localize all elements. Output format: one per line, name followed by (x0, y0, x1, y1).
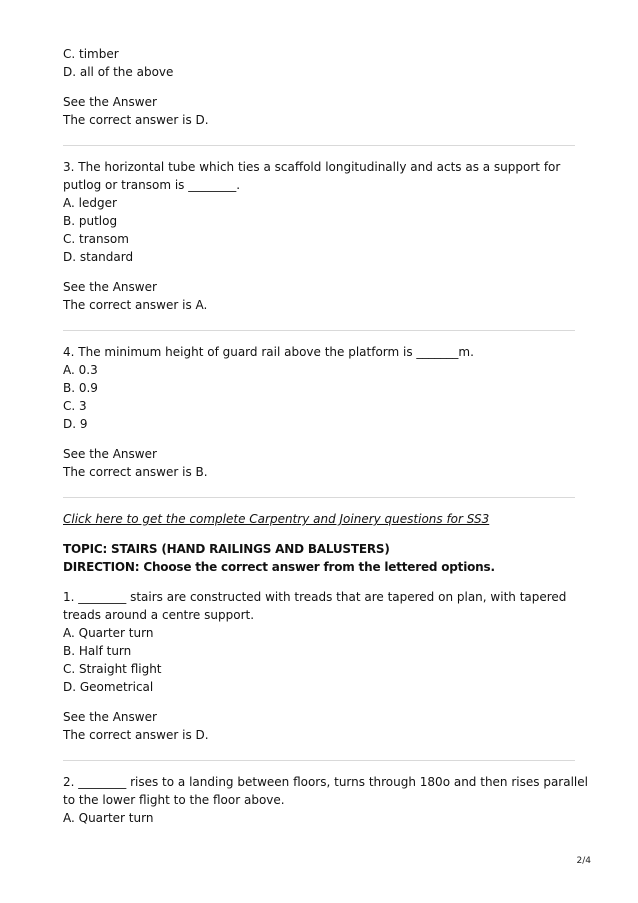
divider (63, 330, 575, 331)
see-answer-toggle[interactable]: See the Answer (63, 710, 157, 724)
question-stem: 4. The minimum height of guard rail above the platform is _______m. (63, 345, 474, 359)
question-stem-cont: putlog or transom is ________. (63, 178, 241, 192)
option: D. standard (63, 250, 134, 264)
answer-text: The correct answer is D. (63, 113, 209, 127)
option: C. timber (63, 47, 119, 61)
option: A. 0.3 (63, 363, 98, 377)
question-block (63, 45, 575, 129)
question-block (63, 343, 575, 481)
divider (63, 497, 575, 498)
question-stem-cont: to the lower flight to the floor above. (63, 793, 285, 807)
complete-questions-link[interactable]: Click here to get the complete Carpentry and Joinery questions for SS3 (63, 512, 490, 526)
option: A. Quarter turn (63, 626, 154, 640)
see-answer-toggle[interactable]: See the Answer (63, 447, 157, 461)
question-block (63, 773, 588, 827)
option: A. ledger (63, 196, 117, 210)
question-stem: 2. ________ rises to a landing between floors, turns through 180o and then rises parallel (63, 775, 588, 789)
option: B. Half turn (63, 644, 132, 658)
option: C. Straight flight (63, 662, 162, 676)
option: C. 3 (63, 399, 87, 413)
option: C. transom (63, 232, 129, 246)
answer-text: The correct answer is D. (63, 728, 209, 742)
question-stem: 1. ________ stairs are constructed with treads that are tapered on plan, with tapered (63, 590, 567, 604)
question-stem-cont: treads around a centre support. (63, 608, 255, 622)
answer-text: The correct answer is A. (63, 298, 208, 312)
answer-text: The correct answer is B. (63, 465, 208, 479)
divider (63, 145, 575, 146)
question-block (63, 158, 575, 314)
option: A. Quarter turn (63, 811, 154, 825)
question-stem: 3. The horizontal tube which ties a scaffold longitudinally and acts as a support for (63, 160, 561, 174)
option: B. putlog (63, 214, 118, 228)
direction-heading: DIRECTION: Choose the correct answer from the lettered options. (63, 560, 495, 574)
see-answer-toggle[interactable]: See the Answer (63, 95, 157, 109)
document-body (63, 45, 588, 827)
see-answer-toggle[interactable]: See the Answer (63, 280, 157, 294)
option: B. 0.9 (63, 381, 98, 395)
option: D. 9 (63, 417, 88, 431)
page-number: 2/4 (576, 856, 591, 866)
divider (63, 760, 575, 761)
question-block (63, 588, 575, 744)
topic-heading: TOPIC: STAIRS (HAND RAILINGS AND BALUSTERS) (63, 542, 390, 556)
option: D. Geometrical (63, 680, 154, 694)
option: D. all of the above (63, 65, 174, 79)
